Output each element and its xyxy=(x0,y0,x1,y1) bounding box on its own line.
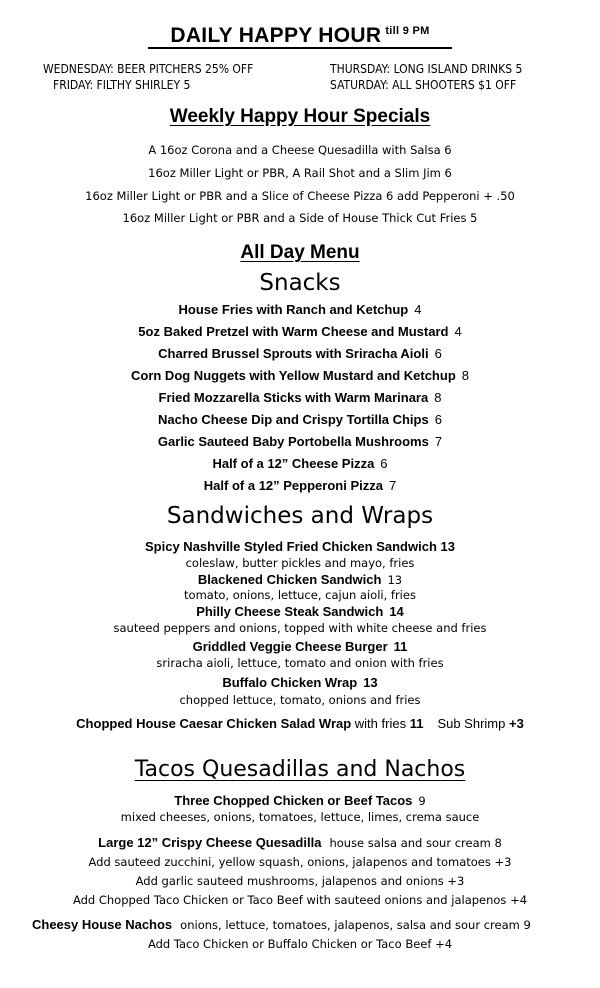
caesar-wrap-line xyxy=(0,716,600,731)
snack-price: 8 xyxy=(461,368,469,383)
snack-price: 6 xyxy=(434,412,442,427)
snack-name: Garlic Sauteed Baby Portobella Mushrooms xyxy=(157,434,429,449)
sandwich-name: Blackened Chicken Sandwich xyxy=(197,572,382,587)
caesar-with: with fries xyxy=(351,716,410,731)
sandwich-item xyxy=(0,639,600,654)
daily-till-text: till 9 PM xyxy=(385,25,430,37)
snack-item xyxy=(0,456,600,471)
snack-price: 8 xyxy=(434,390,442,405)
snacks-title: Snacks xyxy=(259,270,341,296)
sandwich-desc: tomato, onions, lettuce, cajun aioli, fries xyxy=(184,588,416,602)
sandwich-item xyxy=(0,675,600,690)
sandwich-name: Spicy Nashville Styled Fried Chicken Sandwich 13 xyxy=(145,539,455,554)
daily-happy-hour-title xyxy=(0,24,600,48)
nachos-add: Add Taco Chicken or Buffalo Chicken or Taco Beef +4 xyxy=(147,937,453,951)
snack-price: 4 xyxy=(414,302,422,317)
daily-saturday: SATURDAY: ALL SHOOTERS $1 OFF xyxy=(330,78,517,92)
sandwiches-title: Sandwiches and Wraps xyxy=(166,503,434,529)
snack-item xyxy=(0,412,600,427)
sandwich-desc: sauteed peppers and onions, topped with white cheese and fries xyxy=(113,621,487,635)
snack-price: 7 xyxy=(388,478,397,493)
sandwich-name: Griddled Veggie Cheese Burger xyxy=(192,639,388,654)
snack-name: Half of a 12” Cheese Pizza xyxy=(212,456,375,471)
snack-price: 4 xyxy=(454,324,462,339)
snack-item xyxy=(0,302,600,317)
tacos-name: Three Chopped Chicken or Beef Tacos xyxy=(174,793,413,808)
nachos-desc: onions, lettuce, tomatoes, jalapenos, salsa and sour cream 9 xyxy=(180,918,531,932)
snack-name: Half of a 12” Pepperoni Pizza xyxy=(203,478,383,493)
quesadilla-add: Add sauteed zucchini, yellow squash, onions, jalapenos and tomatoes +3 xyxy=(88,855,512,869)
snack-name: House Fries with Ranch and Ketchup xyxy=(178,302,409,317)
snack-price: 6 xyxy=(434,346,442,361)
sandwich-price: 11 xyxy=(393,639,408,654)
daily-wednesday: WEDNESDAY: BEER PITCHERS 25% OFF xyxy=(43,62,254,76)
snack-name: Corn Dog Nuggets with Yellow Mustard and Ketchup xyxy=(130,368,456,383)
snack-price: 7 xyxy=(434,434,443,449)
weekly-item: A 16oz Corona and a Cheese Quesadilla with Salsa 6 xyxy=(148,143,452,157)
daily-friday: FRIDAY: FILTHY SHIRLEY 5 xyxy=(53,78,191,92)
snack-item xyxy=(0,390,600,405)
daily-title-text: DAILY HAPPY HOUR xyxy=(170,24,382,47)
sandwich-price: 14 xyxy=(389,604,404,619)
quesadilla-desc: house salsa and sour cream 8 xyxy=(329,836,502,850)
snack-item xyxy=(0,478,600,493)
tacos-title: Tacos Quesadillas and Nachos xyxy=(134,757,466,782)
weekly-item: 16oz Miller Light or PBR and a Side of House Thick Cut Fries 5 xyxy=(122,211,478,225)
tacos-desc: mixed cheeses, onions, tomatoes, lettuce, limes, crema sauce xyxy=(120,810,480,824)
caesar-name: Chopped House Caesar Chicken Salad Wrap xyxy=(76,716,352,731)
quesadilla-item xyxy=(0,835,600,850)
sandwich-item xyxy=(0,604,600,619)
caesar-sub: Sub Shrimp xyxy=(437,716,509,731)
quesadilla-name: Large 12” Crispy Cheese Quesadilla xyxy=(98,835,322,850)
sandwich-name: Buffalo Chicken Wrap xyxy=(222,675,358,690)
sandwich-item xyxy=(0,572,600,587)
sandwich-desc: sriracha aioli, lettuce, tomato and onion with fries xyxy=(156,656,444,670)
daily-thursday: THURSDAY: LONG ISLAND DRINKS 5 xyxy=(330,62,523,76)
sandwich-item xyxy=(0,539,600,554)
sandwich-desc: chopped lettuce, tomato, onions and fries xyxy=(179,693,421,707)
weekly-item: 16oz Miller Light or PBR and a Slice of Cheese Pizza 6 add Pepperoni + .50 xyxy=(85,189,515,203)
snack-name: 5oz Baked Pretzel with Warm Cheese and Mustard xyxy=(138,324,449,339)
snack-item xyxy=(0,368,600,383)
snack-name: Fried Mozzarella Sticks with Warm Marinara xyxy=(158,390,429,405)
snack-item xyxy=(0,324,600,339)
quesadilla-add: Add Chopped Taco Chicken or Taco Beef with sauteed onions and jalapenos +4 xyxy=(72,893,528,907)
snack-name: Nacho Cheese Dip and Crispy Tortilla Chips xyxy=(158,412,429,427)
tacos-price: 9 xyxy=(418,794,426,808)
nachos-name: Cheesy House Nachos xyxy=(32,917,173,932)
snack-name: Charred Brussel Sprouts with Sriracha Aioli xyxy=(158,346,429,361)
caesar-price: 11 xyxy=(409,716,424,731)
weekly-item: 16oz Miller Light or PBR, A Rail Shot and a Slim Jim 6 xyxy=(148,166,452,180)
title-underline xyxy=(148,47,452,49)
sandwich-desc: coleslaw, butter pickles and mayo, fries xyxy=(185,556,415,570)
all-day-title: All Day Menu xyxy=(240,242,360,263)
snack-price: 6 xyxy=(380,456,388,471)
sandwich-name: Philly Cheese Steak Sandwich xyxy=(196,604,384,619)
weekly-title: Weekly Happy Hour Specials xyxy=(169,106,431,127)
nachos-item xyxy=(32,917,531,932)
sandwich-price: 13 xyxy=(387,573,403,587)
tacos-item xyxy=(0,793,600,808)
snack-item xyxy=(0,434,600,449)
caesar-sub-price: +3 xyxy=(508,716,524,731)
sandwich-price: 13 xyxy=(363,675,378,690)
quesadilla-add: Add garlic sauteed mushrooms, jalapenos and onions +3 xyxy=(135,874,465,888)
snack-item xyxy=(0,346,600,361)
